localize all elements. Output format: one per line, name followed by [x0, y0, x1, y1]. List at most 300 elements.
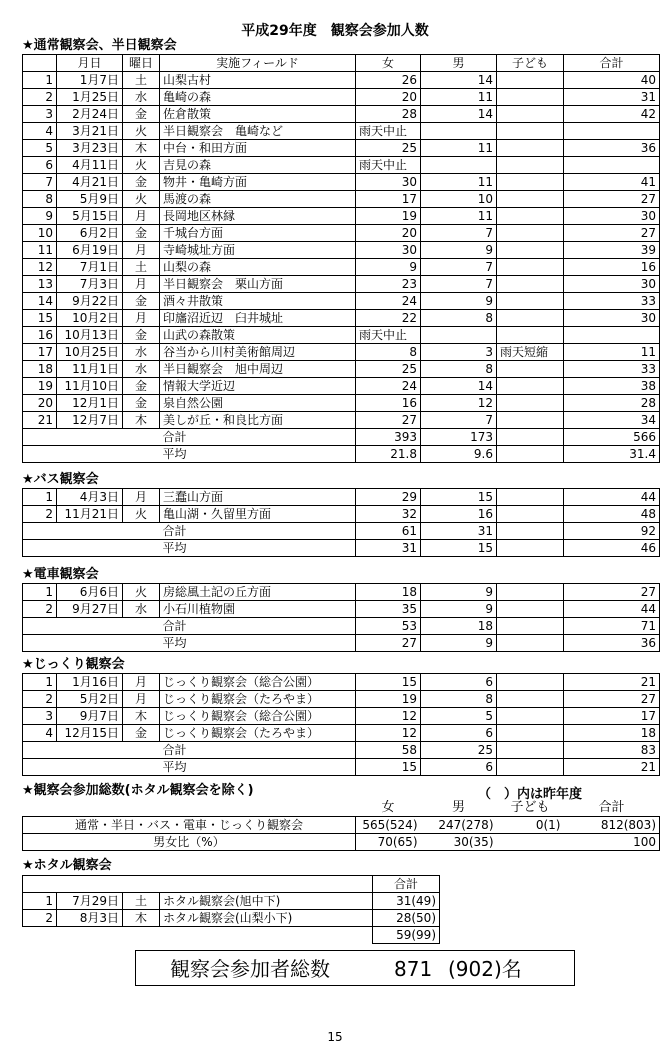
- row-date: 9月7日: [57, 708, 123, 725]
- table-row: [23, 157, 660, 174]
- row-total: 33: [564, 293, 660, 310]
- firefly-row-day: 土: [123, 893, 160, 910]
- row-female: 24: [356, 293, 421, 310]
- section-heading-train: ★電車観察会: [22, 567, 99, 582]
- blank-cell: [23, 429, 160, 446]
- overall-header-f: 女: [381, 800, 395, 815]
- overall-table: [22, 800, 660, 851]
- firefly-header-blank: [57, 876, 123, 893]
- row-female: 20: [356, 225, 421, 242]
- row-male: 7: [421, 259, 497, 276]
- row-male: 14: [421, 72, 497, 89]
- row-day: 金: [123, 395, 160, 412]
- row-child: [497, 378, 564, 395]
- row-male: 9: [421, 601, 497, 618]
- row-total: [564, 157, 660, 174]
- row-female: 32: [356, 506, 421, 523]
- row-male: 15: [421, 489, 497, 506]
- table-header-row: [23, 55, 660, 72]
- row-total: 34: [564, 412, 660, 429]
- row-date: 11月1日: [57, 361, 123, 378]
- row-no: 6: [23, 157, 57, 174]
- row-child: [497, 506, 564, 523]
- row-total: 27: [564, 225, 660, 242]
- firefly-total: 59(99): [373, 927, 440, 944]
- row-total: 33: [564, 361, 660, 378]
- row-field: 美しが丘・和良比方面: [160, 412, 356, 429]
- row-child: [497, 584, 564, 601]
- row-total: 27: [564, 584, 660, 601]
- firefly-header-blank: [123, 876, 160, 893]
- row-date: 1月7日: [57, 72, 123, 89]
- row-total: [564, 123, 660, 140]
- firefly-header-blank: [160, 876, 373, 893]
- row-no: 11: [23, 242, 57, 259]
- table-row: [23, 106, 660, 123]
- row-no: 10: [23, 225, 57, 242]
- row-total: 30: [564, 276, 660, 293]
- row-no: 4: [23, 725, 57, 742]
- row-child: [497, 106, 564, 123]
- row-date: 7月1日: [57, 259, 123, 276]
- total-male: 31: [421, 523, 497, 540]
- total-male: 18: [421, 618, 497, 635]
- average-row: [23, 446, 660, 463]
- row-child: [497, 225, 564, 242]
- row-field: 酒々井散策: [160, 293, 356, 310]
- row-total: 39: [564, 242, 660, 259]
- ratio-f: 70(65): [356, 834, 421, 851]
- avg-label: 平均: [160, 540, 356, 557]
- row-date: 7月3日: [57, 276, 123, 293]
- avg-female: 21.8: [356, 446, 421, 463]
- total-row: [23, 523, 660, 540]
- row-no: 4: [23, 123, 57, 140]
- row-female: 18: [356, 584, 421, 601]
- column-header: 合計: [564, 55, 660, 72]
- avg-male: 15: [421, 540, 497, 557]
- row-field: じっくり観察会（たろやま）: [160, 725, 356, 742]
- row-female: 30: [356, 174, 421, 191]
- avg-child: [497, 446, 564, 463]
- grand-total-box: [135, 950, 575, 986]
- total-row: [23, 618, 660, 635]
- firefly-row-total: 28(50): [373, 910, 440, 927]
- row-female: 19: [356, 691, 421, 708]
- row-day: 月: [123, 208, 160, 225]
- overall-header-blank: [23, 800, 356, 817]
- table-row: [23, 412, 660, 429]
- row-day: 月: [123, 691, 160, 708]
- row-no: 1: [23, 674, 57, 691]
- overall-header-m: 男: [451, 800, 465, 815]
- row-day: 水: [123, 601, 160, 618]
- row-day: 水: [123, 361, 160, 378]
- table-row: [23, 89, 660, 106]
- row-field: 半日観察会 旭中周辺: [160, 361, 356, 378]
- row-child: [497, 293, 564, 310]
- table-row: [23, 208, 660, 225]
- row-day: 木: [123, 412, 160, 429]
- row-field: 千城台方面: [160, 225, 356, 242]
- row-child: [497, 208, 564, 225]
- row-male: 7: [421, 276, 497, 293]
- row-field: 亀崎の森: [160, 89, 356, 106]
- overall-f: 565(524): [356, 817, 421, 834]
- row-field: 半日観察会 亀崎など: [160, 123, 356, 140]
- overall-note: （ ）内は昨年度: [478, 787, 583, 802]
- total-total: 566: [564, 429, 660, 446]
- avg-female: 31: [356, 540, 421, 557]
- row-day: 火: [123, 157, 160, 174]
- total-child: [497, 429, 564, 446]
- row-no: 12: [23, 259, 57, 276]
- row-day: 金: [123, 225, 160, 242]
- blank-cell: [23, 523, 160, 540]
- row-total: 41: [564, 174, 660, 191]
- bus-table: [22, 488, 660, 557]
- row-child: [497, 674, 564, 691]
- row-child: [497, 489, 564, 506]
- row-field: じっくり観察会（たろやま）: [160, 691, 356, 708]
- row-total: [564, 327, 660, 344]
- row-date: 6月2日: [57, 225, 123, 242]
- total-male: 25: [421, 742, 497, 759]
- regular-table: [22, 54, 660, 463]
- row-day: 土: [123, 72, 160, 89]
- row-total: 27: [564, 691, 660, 708]
- grand-total-prev: (902)名: [448, 957, 522, 981]
- total-male: 173: [421, 429, 497, 446]
- row-male: 9: [421, 293, 497, 310]
- table-row: [23, 310, 660, 327]
- table-row: [23, 584, 660, 601]
- row-male: 10: [421, 191, 497, 208]
- row-date: 2月24日: [57, 106, 123, 123]
- row-child: [497, 412, 564, 429]
- total-label: 合計: [160, 742, 356, 759]
- row-no: 13: [23, 276, 57, 293]
- row-day: 木: [123, 140, 160, 157]
- row-child: [497, 725, 564, 742]
- row-no: 3: [23, 708, 57, 725]
- row-date: 10月25日: [57, 344, 123, 361]
- row-no: 21: [23, 412, 57, 429]
- avg-total: 31.4: [564, 446, 660, 463]
- row-no: 9: [23, 208, 57, 225]
- blank-cell: [23, 618, 160, 635]
- table-row: [23, 123, 660, 140]
- row-date: 1月25日: [57, 89, 123, 106]
- row-male: [421, 157, 497, 174]
- table-row: [23, 225, 660, 242]
- row-no: 2: [23, 601, 57, 618]
- row-date: 5月9日: [57, 191, 123, 208]
- average-row: [23, 759, 660, 776]
- row-field: 半日観察会 栗山方面: [160, 276, 356, 293]
- row-total: 44: [564, 489, 660, 506]
- row-male: 8: [421, 310, 497, 327]
- table-row: [23, 691, 660, 708]
- row-date: 11月21日: [57, 506, 123, 523]
- table-row: [23, 140, 660, 157]
- section-heading-bus: ★バス観察会: [22, 472, 99, 487]
- table-row: [23, 191, 660, 208]
- row-field: 谷当から川村美術館周辺: [160, 344, 356, 361]
- row-no: 15: [23, 310, 57, 327]
- avg-child: [497, 635, 564, 652]
- row-no: 2: [23, 506, 57, 523]
- row-female: 27: [356, 412, 421, 429]
- column-header: 女: [356, 55, 421, 72]
- row-field: 寺崎城址方面: [160, 242, 356, 259]
- total-row: [23, 742, 660, 759]
- row-total: 27: [564, 191, 660, 208]
- page-title: 平成29年度 観察会参加人数: [241, 23, 429, 39]
- avg-label: 平均: [160, 446, 356, 463]
- row-female: 24: [356, 378, 421, 395]
- row-day: 金: [123, 327, 160, 344]
- page-number: 15: [327, 1030, 343, 1044]
- row-day: 月: [123, 242, 160, 259]
- row-female: 20: [356, 89, 421, 106]
- row-date: 3月21日: [57, 123, 123, 140]
- row-no: 14: [23, 293, 57, 310]
- row-female: 29: [356, 489, 421, 506]
- row-total: 42: [564, 106, 660, 123]
- row-female: 雨天中止: [356, 157, 421, 174]
- row-date: 10月13日: [57, 327, 123, 344]
- row-child: 雨天短縮: [497, 344, 564, 361]
- column-header: 月日: [57, 55, 123, 72]
- row-no: 1: [23, 489, 57, 506]
- avg-total: 46: [564, 540, 660, 557]
- ratio-c: [497, 834, 564, 851]
- table-row: [23, 327, 660, 344]
- row-male: 8: [421, 691, 497, 708]
- overall-row-label: 通常・半日・バス・電車・じっくり観察会: [23, 817, 356, 834]
- avg-female: 27: [356, 635, 421, 652]
- avg-label: 平均: [160, 635, 356, 652]
- row-total: 31: [564, 89, 660, 106]
- row-field: 佐倉散策: [160, 106, 356, 123]
- row-male: 9: [421, 242, 497, 259]
- row-child: [497, 157, 564, 174]
- total-row: [23, 429, 660, 446]
- row-total: 18: [564, 725, 660, 742]
- row-male: 7: [421, 412, 497, 429]
- avg-label: 平均: [160, 759, 356, 776]
- row-child: [497, 72, 564, 89]
- row-day: 土: [123, 259, 160, 276]
- grand-total-value: 871: [394, 957, 433, 981]
- row-day: 水: [123, 89, 160, 106]
- row-no: 20: [23, 395, 57, 412]
- total-label: 合計: [160, 618, 356, 635]
- row-female: 35: [356, 601, 421, 618]
- section-heading-overall: ★観察会参加総数(ホタル観察会を除く): [22, 783, 254, 798]
- row-male: 11: [421, 89, 497, 106]
- total-female: 393: [356, 429, 421, 446]
- row-date: 5月15日: [57, 208, 123, 225]
- column-header: 曜日: [123, 55, 160, 72]
- overall-m: 247(278): [421, 817, 497, 834]
- row-field: 山武の森散策: [160, 327, 356, 344]
- row-no: 19: [23, 378, 57, 395]
- row-child: [497, 140, 564, 157]
- firefly-row-date: 8月3日: [57, 910, 123, 927]
- row-day: 金: [123, 293, 160, 310]
- row-no: 18: [23, 361, 57, 378]
- row-day: 金: [123, 378, 160, 395]
- row-date: 12月15日: [57, 725, 123, 742]
- row-female: 19: [356, 208, 421, 225]
- section-heading-firefly: ★ホタル観察会: [22, 858, 112, 873]
- row-female: 8: [356, 344, 421, 361]
- row-date: 10月2日: [57, 310, 123, 327]
- row-male: [421, 327, 497, 344]
- table-row: [23, 708, 660, 725]
- row-total: 44: [564, 601, 660, 618]
- row-no: 1: [23, 584, 57, 601]
- row-male: 7: [421, 225, 497, 242]
- row-day: 木: [123, 708, 160, 725]
- row-total: 16: [564, 259, 660, 276]
- firefly-total-blank: [23, 927, 373, 944]
- blank-cell: [23, 635, 160, 652]
- ratio-label: 男女比（%）: [23, 834, 356, 851]
- slow-table: [22, 673, 660, 776]
- row-day: 金: [123, 106, 160, 123]
- row-child: [497, 327, 564, 344]
- blank-cell: [23, 540, 160, 557]
- firefly-row-total: 31(49): [373, 893, 440, 910]
- row-child: [497, 395, 564, 412]
- avg-total: 21: [564, 759, 660, 776]
- total-total: 92: [564, 523, 660, 540]
- row-field: 馬渡の森: [160, 191, 356, 208]
- row-no: 2: [23, 691, 57, 708]
- row-no: 3: [23, 106, 57, 123]
- firefly-row-day: 木: [123, 910, 160, 927]
- row-male: [421, 123, 497, 140]
- avg-male: 9: [421, 635, 497, 652]
- row-child: [497, 708, 564, 725]
- row-field: 印旛沼近辺 臼井城址: [160, 310, 356, 327]
- row-field: 長岡地区林縁: [160, 208, 356, 225]
- firefly-row-no: 2: [23, 910, 57, 927]
- row-child: [497, 276, 564, 293]
- row-female: 25: [356, 361, 421, 378]
- column-header: [23, 55, 57, 72]
- row-male: 8: [421, 361, 497, 378]
- ratio-m: 30(35): [421, 834, 497, 851]
- row-male: 11: [421, 140, 497, 157]
- row-male: 5: [421, 708, 497, 725]
- average-row: [23, 540, 660, 557]
- row-day: 火: [123, 506, 160, 523]
- column-header: 実施フィールド: [160, 55, 356, 72]
- row-date: 4月11日: [57, 157, 123, 174]
- row-female: 雨天中止: [356, 123, 421, 140]
- row-no: 1: [23, 72, 57, 89]
- table-row: [23, 259, 660, 276]
- row-field: じっくり観察会（総合公園）: [160, 674, 356, 691]
- avg-child: [497, 759, 564, 776]
- total-total: 83: [564, 742, 660, 759]
- average-row: [23, 635, 660, 652]
- firefly-row-field: ホタル観察会(山梨小下): [160, 910, 373, 927]
- row-date: 12月7日: [57, 412, 123, 429]
- row-date: 4月3日: [57, 489, 123, 506]
- total-child: [497, 523, 564, 540]
- table-row: [23, 489, 660, 506]
- row-male: 11: [421, 208, 497, 225]
- row-female: 雨天中止: [356, 327, 421, 344]
- row-day: 月: [123, 310, 160, 327]
- row-total: 38: [564, 378, 660, 395]
- row-male: 14: [421, 106, 497, 123]
- table-row: [23, 72, 660, 89]
- row-field: 物井・亀崎方面: [160, 174, 356, 191]
- row-field: じっくり観察会（総合公園）: [160, 708, 356, 725]
- ratio-t: 100: [564, 834, 660, 851]
- row-date: 4月21日: [57, 174, 123, 191]
- row-date: 9月22日: [57, 293, 123, 310]
- blank-cell: [23, 759, 160, 776]
- row-total: 11: [564, 344, 660, 361]
- row-female: 25: [356, 140, 421, 157]
- total-label: 合計: [160, 523, 356, 540]
- row-male: 11: [421, 174, 497, 191]
- overall-t: 812(803): [564, 817, 660, 834]
- row-male: 12: [421, 395, 497, 412]
- avg-female: 15: [356, 759, 421, 776]
- row-male: 3: [421, 344, 497, 361]
- row-day: 月: [123, 489, 160, 506]
- row-field: 亀山湖・久留里方面: [160, 506, 356, 523]
- table-row: [23, 725, 660, 742]
- table-row: [23, 601, 660, 618]
- row-child: [497, 601, 564, 618]
- total-female: 58: [356, 742, 421, 759]
- row-no: 2: [23, 89, 57, 106]
- row-day: 火: [123, 584, 160, 601]
- row-day: 月: [123, 276, 160, 293]
- avg-male: 9.6: [421, 446, 497, 463]
- row-field: 情報大学近辺: [160, 378, 356, 395]
- grand-total-label: 観察会参加者総数: [170, 957, 330, 981]
- row-date: 9月27日: [57, 601, 123, 618]
- firefly-row-no: 1: [23, 893, 57, 910]
- row-child: [497, 191, 564, 208]
- row-child: [497, 123, 564, 140]
- row-date: 12月1日: [57, 395, 123, 412]
- row-total: 40: [564, 72, 660, 89]
- row-field: 小石川植物園: [160, 601, 356, 618]
- row-day: 金: [123, 725, 160, 742]
- total-child: [497, 618, 564, 635]
- overall-header-t: 合計: [598, 800, 625, 815]
- row-total: 30: [564, 208, 660, 225]
- row-date: 11月10日: [57, 378, 123, 395]
- row-female: 22: [356, 310, 421, 327]
- avg-male: 6: [421, 759, 497, 776]
- firefly-table: [22, 875, 440, 944]
- row-child: [497, 361, 564, 378]
- row-female: 30: [356, 242, 421, 259]
- total-label: 合計: [160, 429, 356, 446]
